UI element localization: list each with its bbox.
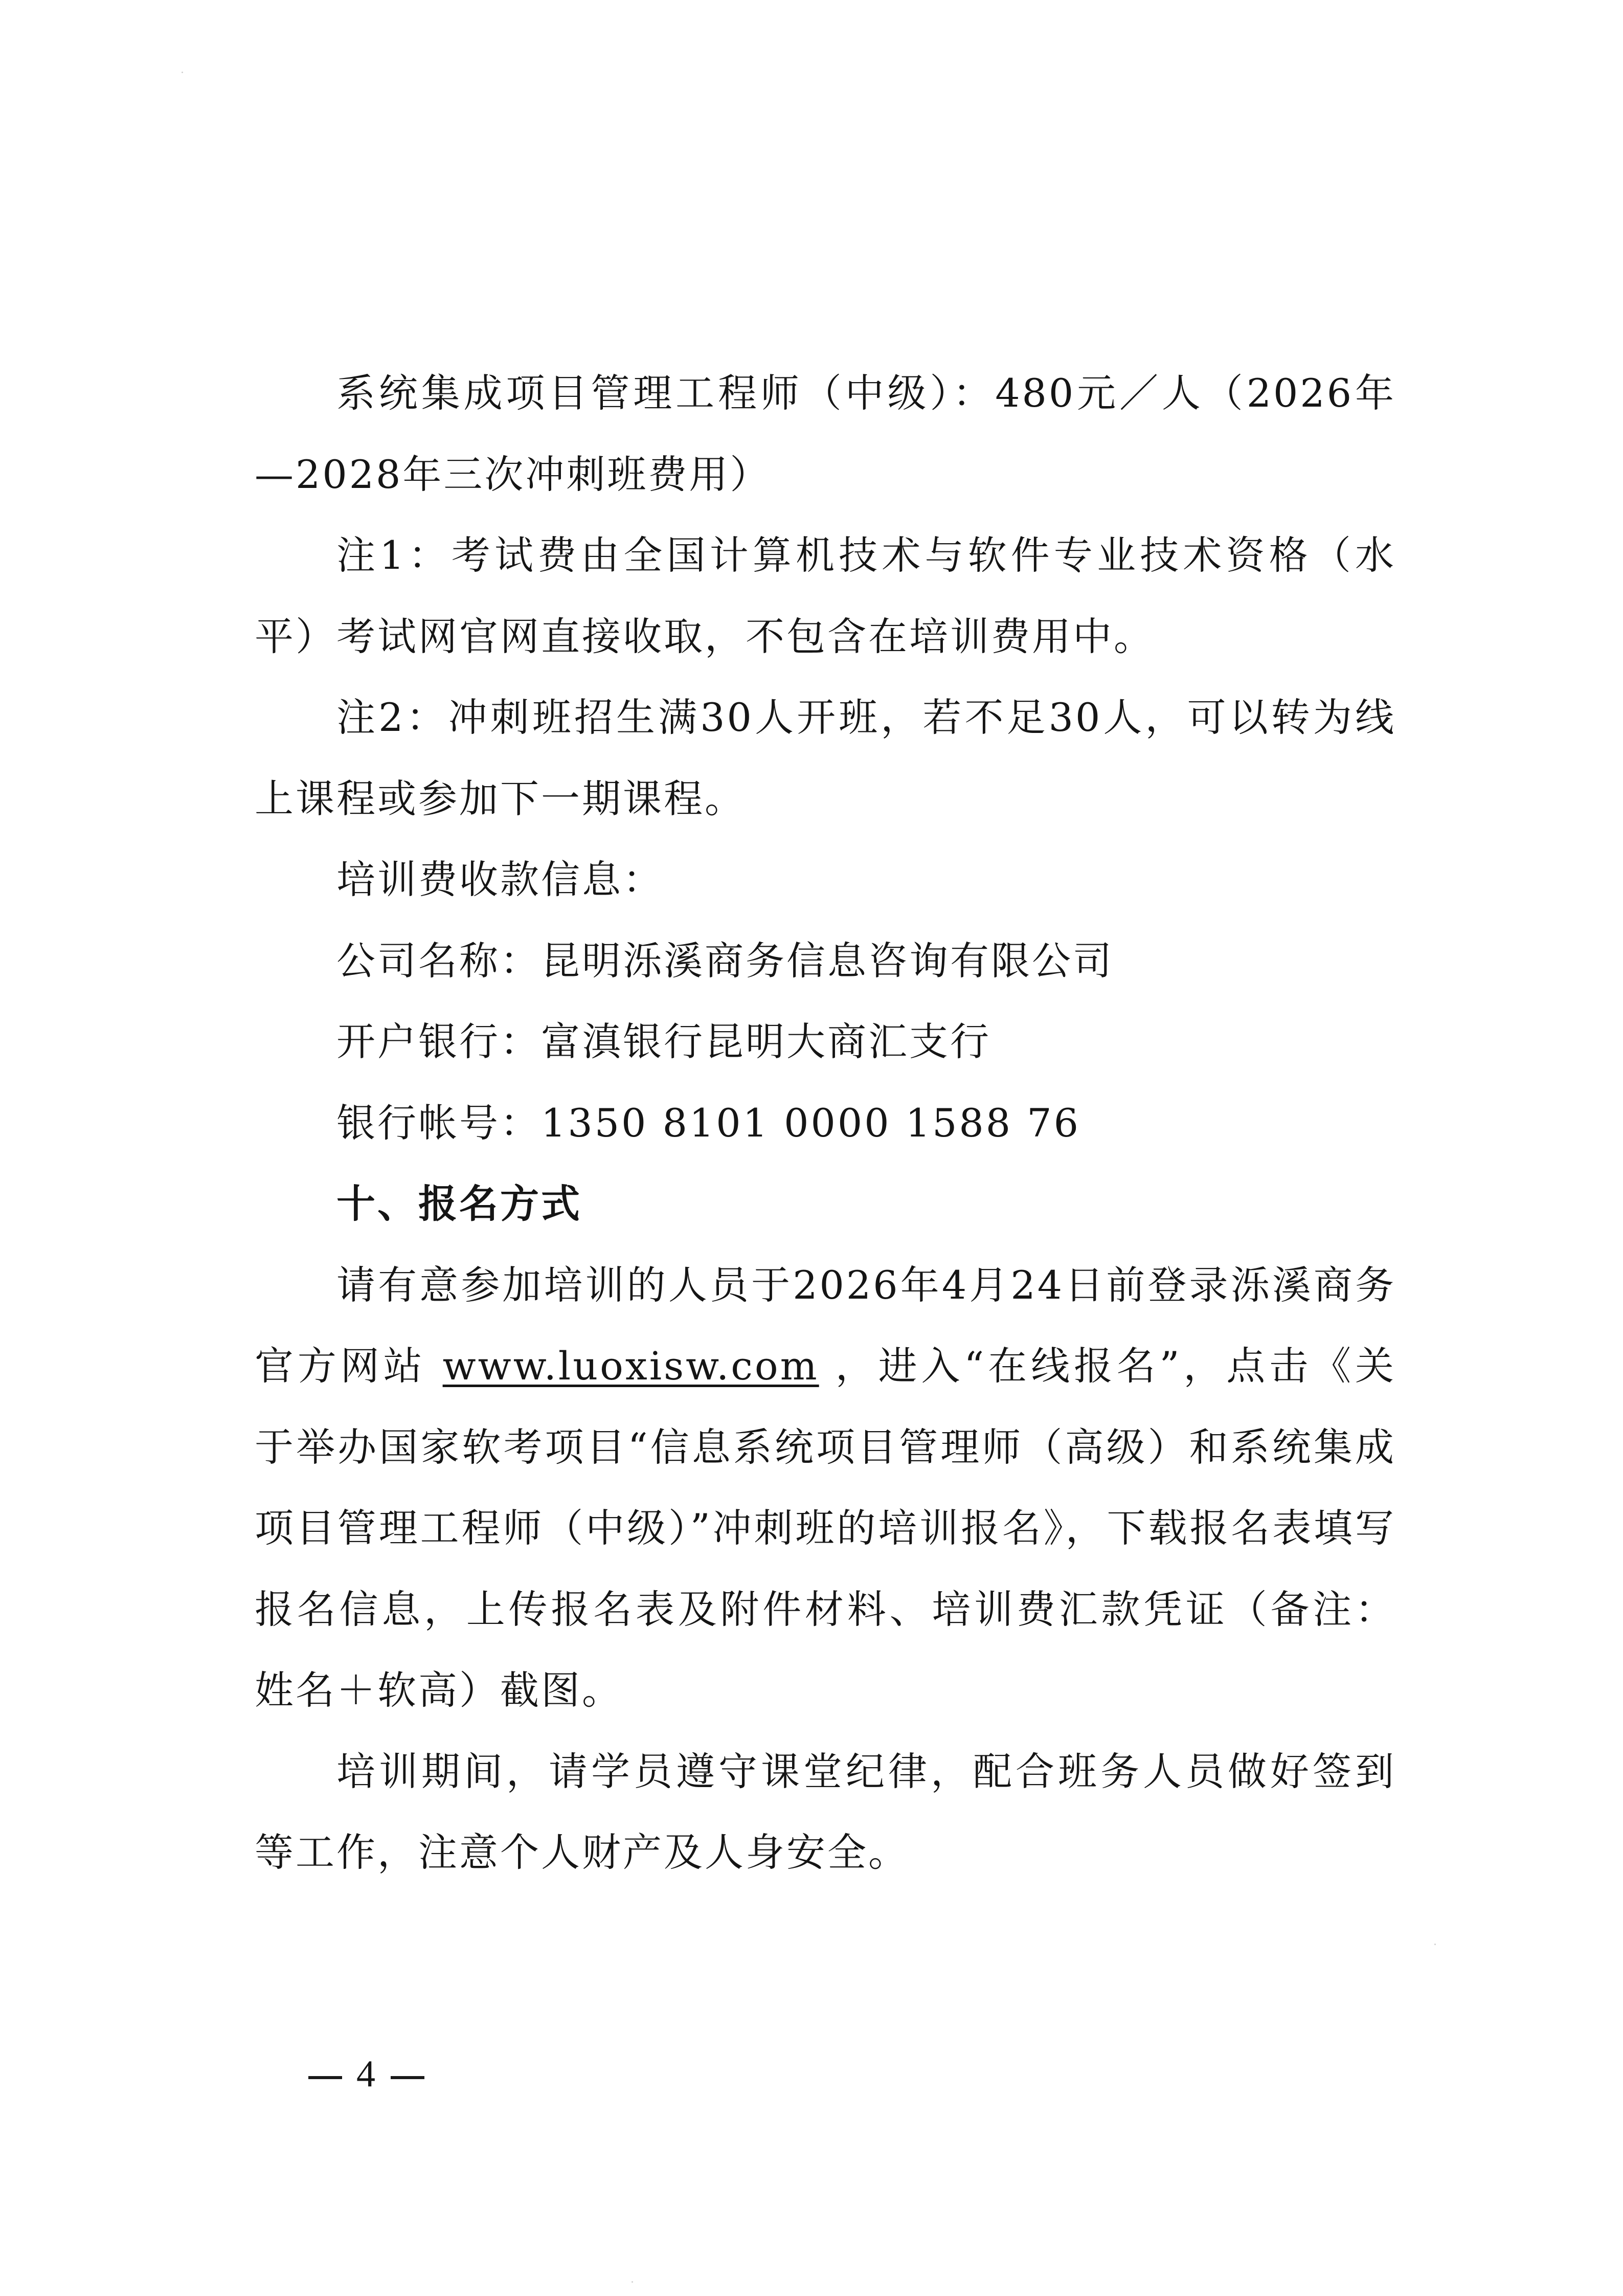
- payment-info-label: 培训费收款信息：: [336, 857, 664, 902]
- discipline-paragraph: 培训期间，请学员遵守课堂纪律，配合班务人员做好签到等工作，注意个人财产及人身安全。: [255, 1748, 1396, 1875]
- registration-paragraph: [255, 1245, 1396, 1731]
- scan-speck: [632, 2281, 633, 2283]
- fee-mid-level-paragraph: 系统集成项目管理工程师（中级）：480元／人（2026年—2028年三次冲刺班费用）: [255, 370, 1396, 497]
- scan-speck: [182, 72, 183, 73]
- note-2-paragraph: 注2：冲刺班招生满30人开班，若不足30人，可以转为线上课程或参加下一期课程。: [255, 695, 1396, 821]
- dash-right-icon: [391, 2076, 424, 2079]
- scan-speck: [1434, 1944, 1436, 1945]
- page-number: 4: [356, 2053, 376, 2095]
- company-name-line: 公司名称：昆明泺溪商务信息咨询有限公司: [336, 938, 1114, 984]
- document-body: [255, 353, 1396, 1893]
- account-number-line: 银行帐号：1350 8101 0000 1588 76: [336, 1100, 1080, 1146]
- registration-text-before-link: 请有意参加培训的人员于2026年4月24日前登录泺溪商务官方网站: [255, 1262, 1396, 1389]
- registration-text-after-link: ，进入“在线报名”，点击《关于举办国家软考项目“信息系统项目管理师（高级）和系统集成项目管理工程师（中级）”冲刺班的培训报名》，下载报名表填写报名信息，上传报名表及附件材料、培训费汇款凭证（备注：姓名＋软高）截图。: [255, 1343, 1396, 1713]
- bank-line: 开户银行：富滇银行昆明大商汇支行: [336, 1019, 991, 1064]
- page-number-footer: [294, 2048, 439, 2100]
- dash-left-icon: [308, 2076, 342, 2079]
- section-ten-heading: 十、报名方式: [336, 1181, 582, 1227]
- website-link[interactable]: www.luoxisw.com: [442, 1343, 819, 1389]
- note-1-paragraph: 注1：考试费由全国计算机技术与软件专业技术资格（水平）考试网官网直接收取，不包含在培训费用中。: [255, 532, 1396, 659]
